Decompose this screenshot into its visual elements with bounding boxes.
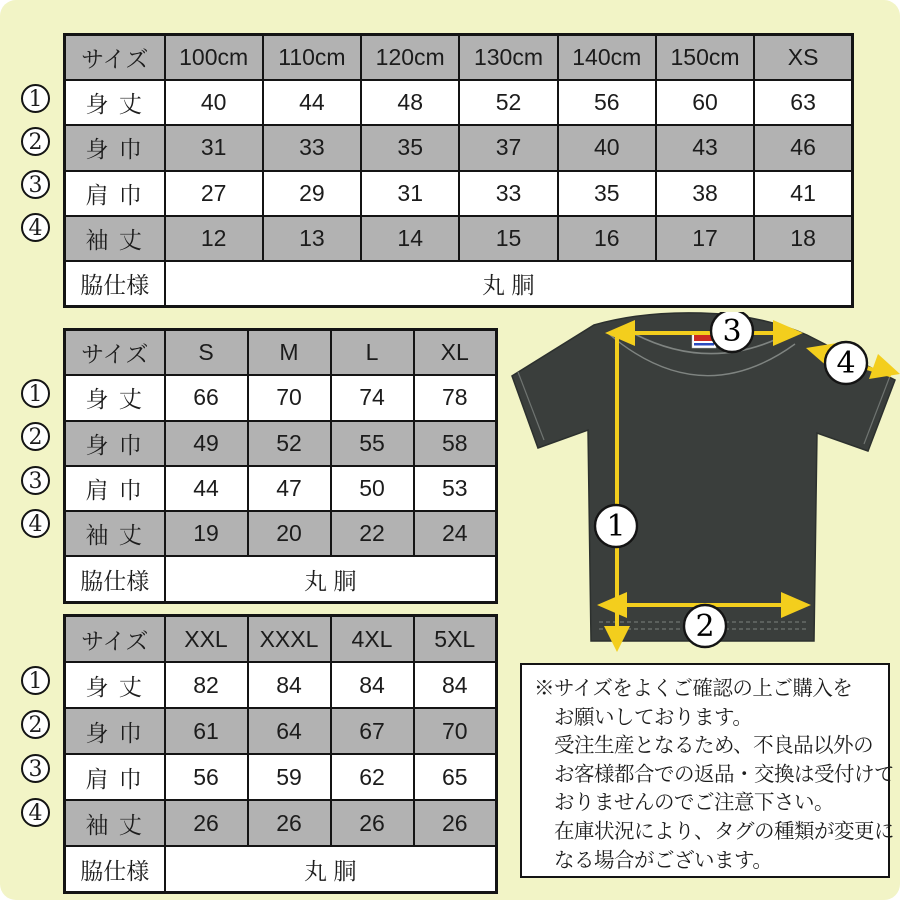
marker-3-shoulder bbox=[711, 312, 753, 352]
size-value-cell: 22 bbox=[331, 511, 414, 556]
measurement-label: 身 丈 bbox=[65, 80, 165, 125]
side-spec-value: 丸 胴 bbox=[165, 261, 853, 307]
size-value-cell: 84 bbox=[331, 662, 414, 708]
size-value-cell: 46 bbox=[754, 125, 852, 170]
marker-2-width bbox=[684, 605, 726, 647]
size-value-cell: 40 bbox=[165, 80, 263, 125]
note-line: お願いしております。 bbox=[554, 705, 753, 729]
svg-text:2: 2 bbox=[695, 609, 715, 644]
side-spec-value: 丸 胴 bbox=[165, 556, 497, 602]
size-value-cell: 67 bbox=[331, 708, 414, 754]
size-value-cell: 84 bbox=[248, 662, 331, 708]
table-footer-row bbox=[65, 261, 853, 307]
size-value-cell: 18 bbox=[754, 216, 852, 261]
row-marker-circle: 4 bbox=[21, 798, 50, 827]
table-row bbox=[65, 216, 853, 261]
size-value-cell: 38 bbox=[656, 171, 754, 216]
table-row bbox=[65, 466, 497, 511]
svg-text:1: 1 bbox=[606, 509, 626, 544]
table-row bbox=[65, 375, 497, 420]
marker-1-length bbox=[595, 505, 637, 547]
table-row bbox=[65, 171, 853, 216]
table-row bbox=[65, 800, 497, 846]
size-value-cell: 66 bbox=[165, 375, 248, 420]
marker-4-sleeve bbox=[825, 342, 867, 384]
size-value-cell: 35 bbox=[361, 125, 459, 170]
measurement-label: 身 巾 bbox=[65, 708, 165, 754]
size-table-block-big bbox=[28, 614, 498, 894]
table-row bbox=[65, 754, 497, 800]
size-value-cell: 16 bbox=[558, 216, 656, 261]
size-value-cell: 35 bbox=[558, 171, 656, 216]
size-table-block-adult bbox=[28, 328, 498, 604]
svg-text:4: 4 bbox=[836, 346, 856, 381]
row-marker-circle: 4 bbox=[21, 509, 50, 538]
size-value-cell: 37 bbox=[459, 125, 557, 170]
size-column-header: XXL bbox=[165, 616, 248, 663]
size-value-cell: 63 bbox=[754, 80, 852, 125]
row-marker-circle: 1 bbox=[21, 379, 50, 408]
side-spec-value: 丸 胴 bbox=[165, 846, 497, 893]
size-value-cell: 55 bbox=[331, 421, 414, 466]
size-value-cell: 17 bbox=[656, 216, 754, 261]
measurement-label: 身 巾 bbox=[65, 421, 165, 466]
size-value-cell: 29 bbox=[263, 171, 361, 216]
size-value-cell: 15 bbox=[459, 216, 557, 261]
size-value-cell: 47 bbox=[248, 466, 331, 511]
size-value-cell: 70 bbox=[414, 708, 497, 754]
measurement-label: 身 丈 bbox=[65, 375, 165, 420]
size-value-cell: 33 bbox=[459, 171, 557, 216]
size-value-cell: 65 bbox=[414, 754, 497, 800]
size-value-cell: 62 bbox=[331, 754, 414, 800]
size-column-header: 150cm bbox=[656, 35, 754, 81]
size-header-label: サイズ bbox=[65, 616, 165, 663]
table-row bbox=[65, 80, 853, 125]
row-marker-circle: 2 bbox=[21, 422, 50, 451]
purchase-note-box bbox=[520, 663, 894, 878]
size-value-cell: 44 bbox=[165, 466, 248, 511]
size-value-cell: 84 bbox=[414, 662, 497, 708]
row-marker-circle: 2 bbox=[21, 710, 50, 739]
size-value-cell: 14 bbox=[361, 216, 459, 261]
tshirt-measurement-diagram bbox=[509, 312, 900, 660]
size-column-header: XS bbox=[754, 35, 852, 81]
table-row bbox=[65, 125, 853, 170]
note-line: ※サイズをよくご確認の上ご購入を bbox=[534, 677, 853, 700]
size-value-cell: 70 bbox=[248, 375, 331, 420]
size-value-cell: 33 bbox=[263, 125, 361, 170]
measurement-label: 肩 巾 bbox=[65, 466, 165, 511]
size-column-header: 120cm bbox=[361, 35, 459, 81]
size-value-cell: 26 bbox=[165, 800, 248, 846]
size-table-adult bbox=[63, 328, 498, 604]
measurement-label: 肩 巾 bbox=[65, 171, 165, 216]
size-table-kids bbox=[63, 33, 854, 308]
note-line: なる場合がございます。 bbox=[554, 848, 773, 872]
size-value-cell: 64 bbox=[248, 708, 331, 754]
size-value-cell: 31 bbox=[165, 125, 263, 170]
note-line: お客様都合での返品・交換は受付けて bbox=[554, 762, 894, 786]
size-value-cell: 24 bbox=[414, 511, 497, 556]
side-spec-label: 脇仕様 bbox=[65, 556, 165, 602]
size-column-header: 130cm bbox=[459, 35, 557, 81]
row-marker-circle: 3 bbox=[21, 754, 50, 783]
size-value-cell: 43 bbox=[656, 125, 754, 170]
size-column-header: M bbox=[248, 330, 331, 376]
size-column-header: 5XL bbox=[414, 616, 497, 663]
row-marker-circle: 4 bbox=[21, 213, 50, 242]
size-value-cell: 52 bbox=[459, 80, 557, 125]
table-row bbox=[65, 511, 497, 556]
size-value-cell: 56 bbox=[558, 80, 656, 125]
size-column-header: XL bbox=[414, 330, 497, 376]
table-row bbox=[65, 421, 497, 466]
table-footer-row bbox=[65, 556, 497, 602]
size-value-cell: 48 bbox=[361, 80, 459, 125]
size-value-cell: 31 bbox=[361, 171, 459, 216]
size-value-cell: 41 bbox=[754, 171, 852, 216]
size-value-cell: 78 bbox=[414, 375, 497, 420]
size-value-cell: 49 bbox=[165, 421, 248, 466]
size-value-cell: 61 bbox=[165, 708, 248, 754]
note-line: おりませんのでご注意下さい。 bbox=[554, 791, 834, 815]
table-footer-row bbox=[65, 846, 497, 893]
measurement-label: 身 丈 bbox=[65, 662, 165, 708]
measurement-label: 袖 丈 bbox=[65, 511, 165, 556]
measurement-label: 袖 丈 bbox=[65, 216, 165, 261]
tshirt-illustration bbox=[509, 312, 900, 660]
row-marker-circle: 1 bbox=[21, 84, 50, 113]
row-marker-circle: 1 bbox=[21, 666, 50, 695]
size-column-header: 4XL bbox=[331, 616, 414, 663]
size-value-cell: 20 bbox=[248, 511, 331, 556]
size-value-cell: 40 bbox=[558, 125, 656, 170]
size-column-header: 140cm bbox=[558, 35, 656, 81]
size-value-cell: 82 bbox=[165, 662, 248, 708]
size-value-cell: 26 bbox=[248, 800, 331, 846]
size-value-cell: 19 bbox=[165, 511, 248, 556]
size-header-label: サイズ bbox=[65, 330, 165, 376]
row-marker-circle: 3 bbox=[21, 170, 50, 199]
size-column-header: XXXL bbox=[248, 616, 331, 663]
size-value-cell: 53 bbox=[414, 466, 497, 511]
table-row bbox=[65, 662, 497, 708]
size-value-cell: 58 bbox=[414, 421, 497, 466]
size-value-cell: 26 bbox=[414, 800, 497, 846]
measurement-label: 肩 巾 bbox=[65, 754, 165, 800]
size-column-header: 110cm bbox=[263, 35, 361, 81]
size-column-header: S bbox=[165, 330, 248, 376]
size-value-cell: 52 bbox=[248, 421, 331, 466]
size-value-cell: 13 bbox=[263, 216, 361, 261]
size-value-cell: 59 bbox=[248, 754, 331, 800]
size-value-cell: 50 bbox=[331, 466, 414, 511]
size-value-cell: 60 bbox=[656, 80, 754, 125]
size-value-cell: 56 bbox=[165, 754, 248, 800]
note-line: 受注生産となるため、不良品以外の bbox=[554, 734, 874, 758]
size-value-cell: 26 bbox=[331, 800, 414, 846]
measurement-label: 身 巾 bbox=[65, 125, 165, 170]
size-value-cell: 44 bbox=[263, 80, 361, 125]
size-column-header: 100cm bbox=[165, 35, 263, 81]
size-column-header: L bbox=[331, 330, 414, 376]
note-line: 在庫状況により、タグの種類が変更に bbox=[554, 819, 894, 843]
side-spec-label: 脇仕様 bbox=[65, 261, 165, 307]
size-value-cell: 27 bbox=[165, 171, 263, 216]
size-value-cell: 12 bbox=[165, 216, 263, 261]
size-table-big bbox=[63, 614, 498, 894]
size-value-cell: 74 bbox=[331, 375, 414, 420]
table-row bbox=[65, 708, 497, 754]
size-header-label: サイズ bbox=[65, 35, 165, 81]
side-spec-label: 脇仕様 bbox=[65, 846, 165, 893]
row-marker-circle: 2 bbox=[21, 127, 50, 156]
measurement-label: 袖 丈 bbox=[65, 800, 165, 846]
row-marker-circle: 3 bbox=[21, 466, 50, 495]
size-table-block-kids bbox=[28, 33, 854, 308]
svg-text:3: 3 bbox=[722, 314, 742, 349]
